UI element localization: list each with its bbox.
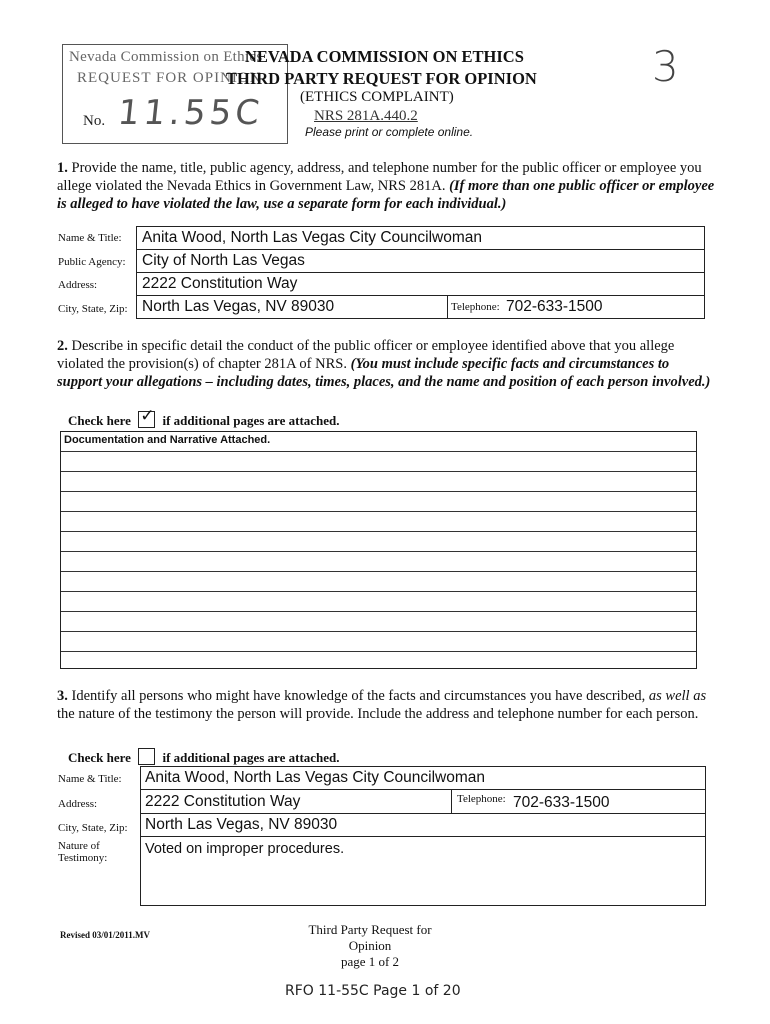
name-title-label: Name & Title: [58, 232, 122, 244]
witness-address-label: Address: [58, 798, 98, 810]
witness-fields [140, 766, 706, 906]
stamp-number-handwritten: 11.55C [115, 93, 266, 133]
witness-city-value: North Las Vegas, NV 89030 [145, 816, 338, 833]
witness-telephone-value: 702-633-1500 [513, 794, 610, 811]
section-1-text: Provide the name, title, public agency, address, and telephone number for the public officer or employee you allege violated the Nevada Ethics in Government Law, NRS 281A. [57, 160, 702, 194]
narrative-rule [61, 651, 696, 652]
form-subtitle: THIRD PARTY REQUEST FOR OPINION [226, 69, 537, 88]
stamp-line-1: Nevada Commission on Ethics [69, 49, 263, 65]
testimony-label: Nature of Testimony: [58, 840, 108, 864]
section-3-number: 3. [57, 688, 68, 704]
narrative-rule [61, 491, 696, 492]
revision-note: Revised 03/01/2011.MV [60, 930, 150, 940]
form-footer-name: Third Party Request for Opinion [308, 922, 432, 953]
narrative-first-line: Documentation and Narrative Attached. [64, 434, 271, 446]
section-2-check-prefix: Check here [68, 413, 131, 428]
stamp-no-label: No. [83, 113, 106, 129]
witness-name-value: Anita Wood, North Las Vegas City Councilwoman [145, 769, 486, 786]
city-state-zip-value: North Las Vegas, NV 89030 [142, 298, 335, 315]
witness-city-field[interactable] [140, 813, 706, 837]
section-3-instructions [57, 687, 717, 723]
section-2-attachment-check [68, 411, 340, 429]
narrative-rule [61, 511, 696, 512]
witness-name-label: Name & Title: [58, 773, 122, 785]
section-2-text: Describe in specific detail the conduct of the public officer or employee identified above that you allege violated the provision(s) of chapter 281A of NRS. [57, 338, 675, 372]
section-3-text-2: the nature of the testimony the person will provide. Include the address and telephone number for each person. [57, 706, 699, 722]
narrative-rule [61, 591, 696, 592]
section-2-emphasis: (You must include specific facts and circumstances to support your allegations – including dates, times, places, and the name and position of each person involved.) [57, 356, 711, 390]
section-3-text: Identify all persons who might have knowledge of the facts and circumstances you have described, [71, 688, 646, 704]
testimony-value: Voted on improper procedures. [145, 841, 345, 857]
address-value: 2222 Constitution Way [142, 275, 298, 292]
section-1-instructions [57, 159, 717, 213]
narrative-rule [61, 551, 696, 552]
section-2-checkbox[interactable] [138, 411, 155, 428]
section-3-attachment-check [68, 748, 340, 766]
section-1-emphasis: (If more than one public officer or employee is alleged to have violated the law, use a separate form for each individual.) [57, 178, 715, 212]
statute-link[interactable]: NRS 281A.440.2 [314, 108, 418, 124]
name-title-value: Anita Wood, North Las Vegas City Councilwoman [142, 229, 483, 246]
form-instructions: Please print or complete online. [305, 125, 474, 139]
witness-address-field[interactable] [140, 789, 452, 814]
narrative-rule [61, 611, 696, 612]
narrative-rule [61, 531, 696, 532]
section-2-check-suffix: if additional pages are attached. [162, 413, 340, 428]
witness-name-field[interactable] [140, 766, 706, 790]
section-1-number: 1. [57, 160, 68, 176]
testimony-field[interactable] [140, 836, 706, 906]
section-3-check-prefix: Check here [68, 750, 131, 765]
public-agency-value: City of North Las Vegas [142, 252, 305, 269]
witness-telephone-field[interactable] [451, 789, 706, 814]
city-state-zip-field[interactable] [136, 295, 448, 319]
name-title-field[interactable] [136, 226, 705, 250]
public-agency-field[interactable] [136, 249, 705, 273]
address-field[interactable] [136, 272, 705, 296]
section-3-check-suffix: if additional pages are attached. [162, 750, 340, 765]
telephone-field[interactable] [447, 295, 705, 319]
address-label: Address: [58, 279, 98, 291]
section-3-emphasis: as well as [648, 688, 707, 704]
section-3-checkbox[interactable] [138, 748, 155, 765]
officer-fields [136, 226, 705, 323]
document-page-number: RFO 11-55C Page 1 of 20 [285, 983, 461, 999]
form-footer [290, 922, 450, 970]
narrative-area[interactable] [60, 431, 697, 669]
telephone-value: 702-633-1500 [506, 298, 603, 315]
narrative-rule [61, 571, 696, 572]
witness-city-label: City, State, Zip: [58, 822, 128, 834]
narrative-rule [61, 631, 696, 632]
public-agency-label: Public Agency: [58, 256, 126, 268]
telephone-label: Telephone: [451, 301, 500, 313]
narrative-rule [61, 471, 696, 472]
handwritten-page-mark: 3 [652, 42, 679, 91]
section-2-number: 2. [57, 338, 68, 354]
witness-address-value: 2222 Constitution Way [145, 793, 301, 810]
section-2-instructions [57, 337, 717, 391]
form-footer-page: page 1 of 2 [340, 954, 400, 969]
form-type: (ETHICS COMPLAINT) [300, 89, 454, 105]
narrative-rule [61, 451, 696, 452]
witness-telephone-label: Telephone: [457, 793, 506, 805]
city-state-zip-label: City, State, Zip: [58, 303, 128, 315]
form-title: NEVADA COMMISSION ON ETHICS [245, 47, 524, 66]
stamp-line-2: REQUEST FOR OPINION [77, 70, 262, 86]
